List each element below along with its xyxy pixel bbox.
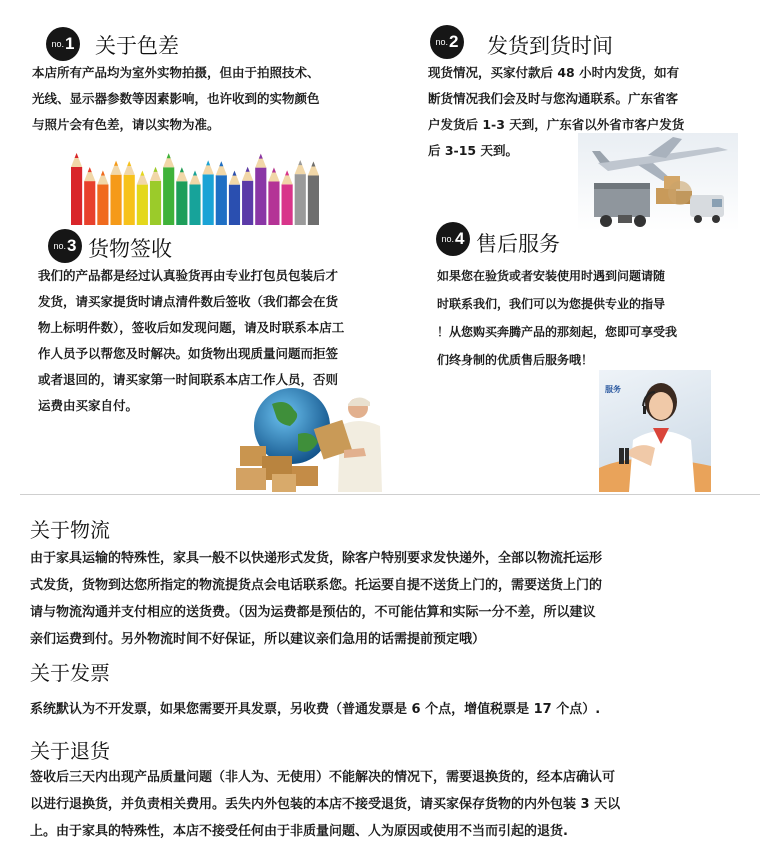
text-line: 以进行退换货，并负责相关费用。丢失内外包装的本店不接受退货，请买家保存货物的内外包装 3 天以 <box>30 797 621 812</box>
returns-text <box>30 764 755 845</box>
pencil-lead <box>88 167 92 172</box>
pencil-body <box>84 181 95 225</box>
pencil-lead <box>285 170 289 175</box>
returns-title: 关于退货 <box>30 739 110 763</box>
section-4-number-badge <box>436 222 470 256</box>
pencil-lead <box>167 153 171 158</box>
text-line: 现货情况，买家付款后 48 小时内发货，如有 <box>428 65 680 80</box>
text-line: 光线、显示器参数等因素影响，也许收到的实物颜色 <box>32 91 320 106</box>
pencil-body <box>163 167 174 225</box>
pencil-body <box>189 184 200 225</box>
text-line: 与照片会有色差，请以实物为准。 <box>32 117 220 132</box>
no-label: no. <box>53 241 67 251</box>
pencil-body <box>97 185 108 225</box>
pencil-body <box>110 175 121 225</box>
pencil-body <box>150 181 161 225</box>
image-caption: 服务 <box>605 385 621 394</box>
pencil-lead <box>246 167 250 172</box>
pencil-lead <box>127 161 131 166</box>
text-line: 发货，请买家提货时请点清件数后签收（我们都会在货 <box>38 294 339 309</box>
section-number: 1 <box>65 34 75 53</box>
pencil-body <box>308 176 319 225</box>
section-4-text <box>437 262 757 374</box>
section-number: 4 <box>455 229 465 248</box>
text-line: 作人员予以帮您及时解决。如货物出现质量问题而拒签 <box>38 346 339 361</box>
text-line: ！从您购买奔腾产品的那刻起，您即可享受我 <box>437 325 678 339</box>
text-line: 户发货后 1-3 天到，广东省以外省市客户发货 <box>428 117 685 132</box>
no-label: no. <box>435 37 449 47</box>
pencil-body <box>203 174 214 225</box>
pencil-body <box>137 185 148 225</box>
text-line: 时联系我们，我们可以为您提供专业的指导 <box>437 297 666 311</box>
logistics-title: 关于物流 <box>30 518 110 542</box>
pencil-body <box>255 168 266 225</box>
pencil-lead <box>232 171 236 176</box>
pencil-body <box>242 181 253 225</box>
text-line: 物上标明件数），签收后如发现问题，请及时联系本店工 <box>38 320 345 335</box>
text-line: 签收后三天内出现产品质量问题（非人为、无使用）不能解决的情况下，需要退换货的，经本店确认可 <box>30 770 616 785</box>
section-1-text <box>32 60 392 138</box>
pencil-body <box>268 181 279 225</box>
text-line: 们终身制的优质售后服务哦！ <box>437 353 594 367</box>
section-1-title: 关于色差 <box>95 34 179 58</box>
text-line: 运费由买家自付。 <box>38 398 139 413</box>
pencil-lead <box>311 162 315 167</box>
pencil-lead <box>75 153 79 158</box>
section-number: 2 <box>449 32 459 51</box>
pencil-lead <box>272 167 276 172</box>
customer-service-agent-icon <box>599 370 711 492</box>
text-line: 由于家具运输的特殊性，家具一般不以快递形式发货，除客户特别要求发快递外，全部以物流托运形 <box>30 551 603 566</box>
pencil-body <box>282 184 293 225</box>
section-4-title: 售后服务 <box>476 232 560 256</box>
text-line: 或者退回的，请买家第一时间联系本店工作人员，否则 <box>38 372 339 387</box>
pencil-body <box>295 174 306 225</box>
section-2-title: 发货到货时间 <box>487 34 613 58</box>
no-label: no. <box>51 39 65 49</box>
pencil-lead <box>154 167 158 172</box>
section-1-number-badge <box>46 27 80 61</box>
section-3-number-badge <box>48 229 82 263</box>
logistics-text <box>30 545 755 653</box>
pencil-lead <box>298 160 302 165</box>
colored-pencils-icon <box>70 145 320 225</box>
text-line: 断货情况我们会及时与您沟通联系。广东省客 <box>428 91 679 106</box>
pencil-lead <box>101 171 105 176</box>
text-line: 亲们运费到付。另外物流时间不好保证，所以建议亲们急用的话需提前预定哦） <box>30 632 486 647</box>
pencil-lead <box>140 171 144 176</box>
pencil-body <box>71 167 82 225</box>
logistics-plane-truck-icon <box>578 133 738 231</box>
section-divider <box>20 494 760 495</box>
section-3-title: 货物签收 <box>88 237 172 261</box>
pencil-lead <box>219 161 223 166</box>
no-label: no. <box>441 234 455 244</box>
pencil-body <box>229 185 240 225</box>
delivery-man-globe-boxes-icon <box>232 386 392 494</box>
section-2-number-badge <box>430 25 464 59</box>
pencil-lead <box>180 167 184 172</box>
pencil-body <box>216 175 227 225</box>
agent-figure <box>599 370 711 492</box>
pencil-lead <box>259 154 263 159</box>
text-line: 请与物流沟通并支付相应的送货费。（因为运费都是预估的，不可能估算和实际一分不差，所以建议 <box>30 605 596 620</box>
text-line: 系统默认为不开发票，如果您需要开具发票，另收费（普通发票是 6 个点，增值税票是 17 个点）. <box>30 702 601 717</box>
pencil-lead <box>206 160 210 165</box>
pencil-body <box>124 175 135 225</box>
text-line: 我们的产品都是经过认真验货再由专业打包员包装后才 <box>38 268 339 283</box>
section-number: 3 <box>67 236 77 255</box>
text-line: 本店所有产品均为室外实物拍摄，但由于拍照技术、 <box>32 65 320 80</box>
pencil-lead <box>114 161 118 166</box>
invoice-title: 关于发票 <box>30 661 110 685</box>
pencil-lead <box>193 170 197 175</box>
invoice-text <box>30 696 755 723</box>
text-line: 后 3-15 天到。 <box>428 143 518 158</box>
text-line: 如果您在验货或者安装使用时遇到问题请随 <box>437 269 666 283</box>
text-line: 上。由于家具的特殊性，本店不接受任何由于非质量问题、人为原因或使用不当而引起的退货. <box>30 824 568 839</box>
text-line: 式发货，货物到达您所指定的物流提货点会电话联系您。托运要自提不送货上门的，需要送货上门的 <box>30 578 603 593</box>
pencil-body <box>176 181 187 225</box>
